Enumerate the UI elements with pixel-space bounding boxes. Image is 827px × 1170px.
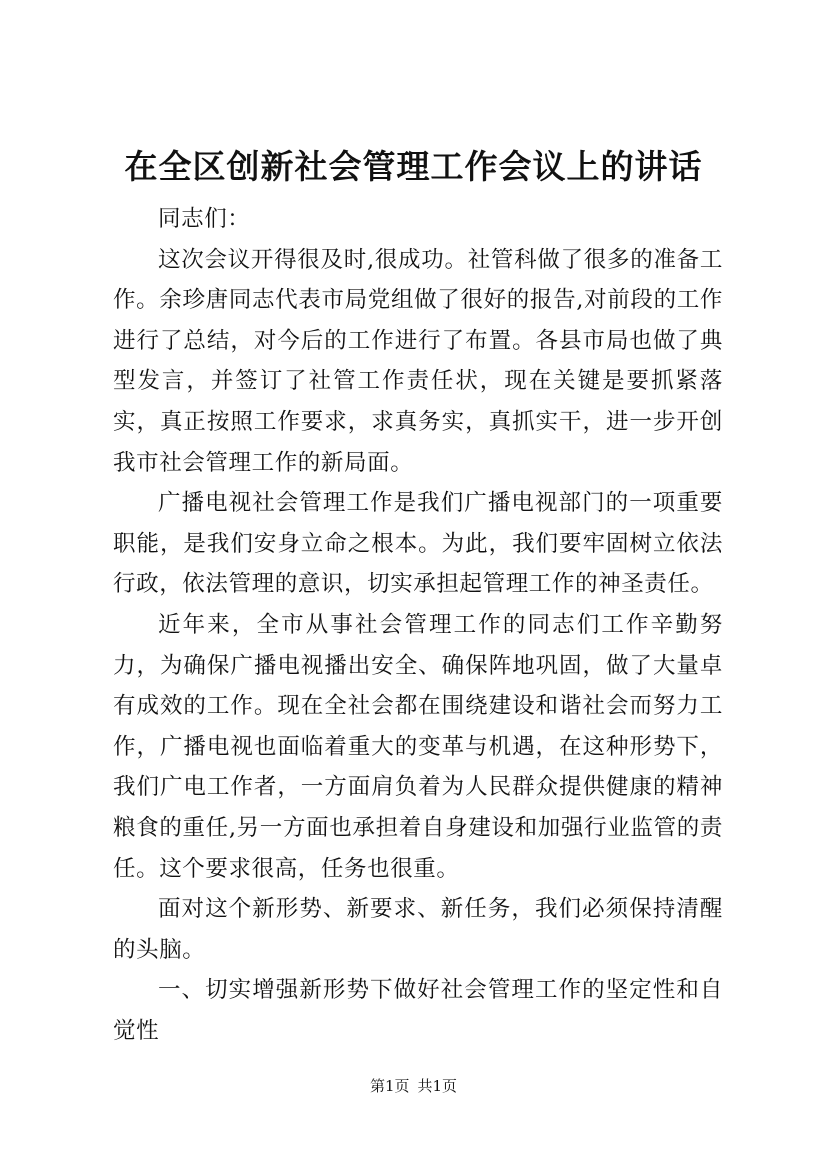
body-paragraph: 这次会议开得很及时,很成功。社管科做了很多的准备工作。余珍唐同志代表市局党组做了很好的报告,对前段的工作进行了总结，对今后的工作进行了布置。各县市局也做了典型发言，并签订了社管工作责任状，现在关键是要抓紧落实，真正按照工作要求，求真务实，真抓实干，进一步开创我市社会管理工作的新局面。	[113, 246, 723, 476]
section-heading: 一、切实增强新形势下做好社会管理工作的坚定性和自觉性	[113, 977, 723, 1044]
salutation-paragraph: 同志们：	[158, 206, 251, 232]
page-number: 第1页	[369, 1077, 410, 1095]
body-paragraph: 近年来，全市从事社会管理工作的同志们工作辛勤努力，为确保广播电视播出安全、确保阵地巩固，做了大量卓有成效的工作。现在全社会都在围绕建设和谐社会而努力工作，广播电视也面临着重大的变革与机遇，在这种形势下，我们广电工作者，一方面肩负着为人民群众提供健康的精神粮食的重任,另一方面也承担着自身建设和加强行业监管的责任。这个要求很高，任务也很重。	[113, 611, 723, 882]
page-footer	[0, 1076, 827, 1096]
document-body	[113, 199, 723, 1051]
body-paragraph: 面对这个新形势、新要求、新任务，我们必须保持清醒的头脑。	[113, 896, 723, 963]
document-title: 在全区创新社会管理工作会议上的讲话	[124, 147, 703, 186]
body-paragraph: 广播电视社会管理工作是我们广播电视部门的一项重要职能，是我们安身立命之根本。为此，我们要牢固树立依法行政，依法管理的意识，切实承担起管理工作的神圣责任。	[113, 490, 723, 598]
page-total: 共1页	[417, 1077, 458, 1095]
